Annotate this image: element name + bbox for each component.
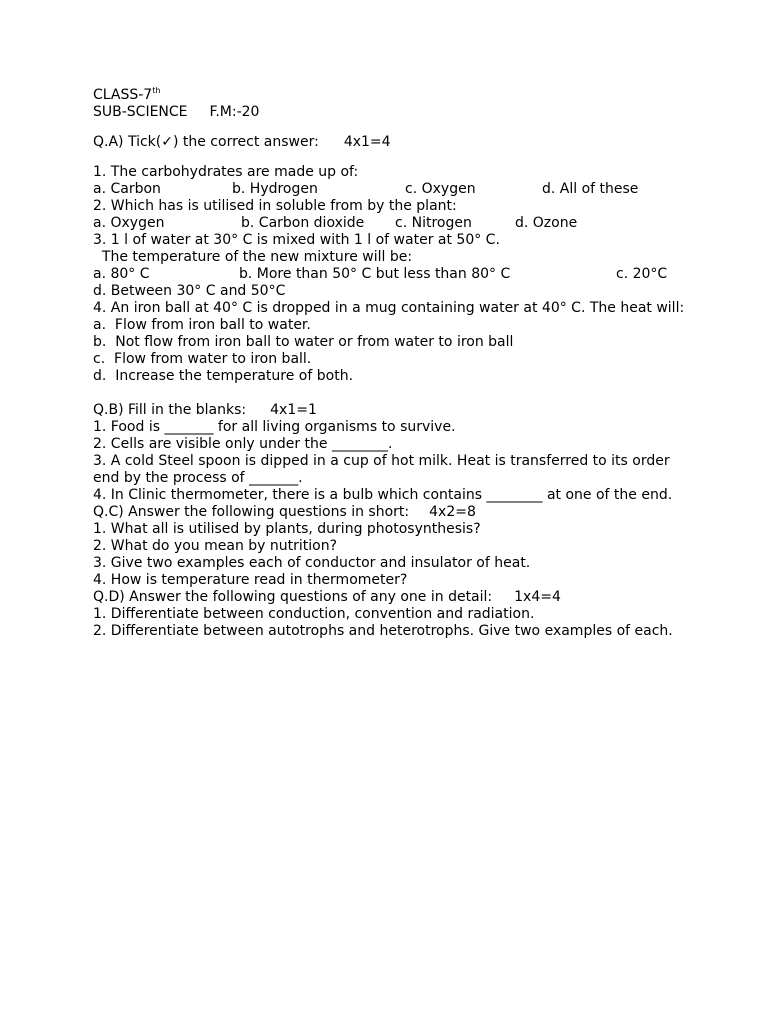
- question-a3-option-d: d. Between 30° C and 50°C: [93, 283, 286, 299]
- option-c: c. Oxygen: [405, 181, 476, 197]
- section-d-marks: 1x4=4: [514, 589, 561, 605]
- question-a3-continuation: The temperature of the new mixture will be:: [93, 249, 413, 265]
- option-b: b. More than 50° C but less than 80° C: [239, 266, 511, 282]
- option-d: d. All of these: [542, 181, 639, 197]
- option-a: a. 80° C: [93, 266, 150, 282]
- option-a: a. Oxygen: [93, 215, 165, 231]
- option-b: b. Carbon dioxide: [241, 215, 365, 231]
- section-a-marks: 4x1=4: [343, 134, 391, 150]
- section-a-heading: [93, 134, 693, 151]
- question-a4-option-b: b. Not flow from iron ball to water or from water to iron ball: [93, 334, 514, 350]
- full-marks-label: F.M:-20: [209, 104, 260, 120]
- exam-sheet: [93, 87, 693, 640]
- section-c-item: 4. How is temperature read in thermometer?: [93, 572, 408, 588]
- section-b-title: Q.B) Fill in the blanks:: [93, 402, 247, 418]
- section-c-item: 2. What do you mean by nutrition?: [93, 538, 338, 554]
- subject-line: [93, 104, 693, 121]
- class-line: [93, 87, 693, 104]
- option-a: a. Carbon: [93, 181, 161, 197]
- section-c-item: 1. What all is utilised by plants, during photosynthesis?: [93, 521, 481, 537]
- question-a4-option-a: a. Flow from iron ball to water.: [93, 317, 311, 333]
- option-d: d. Ozone: [515, 215, 578, 231]
- option-c: c. 20°C: [616, 266, 668, 282]
- section-d-item: 1. Differentiate between conduction, convention and radiation.: [93, 606, 535, 622]
- section-b-item: 3. A cold Steel spoon is dipped in a cup of hot milk. Heat is transferred to its order end by the process of _______.: [93, 453, 670, 486]
- section-c-marks: 4x2=8: [429, 504, 476, 520]
- question-a2: 2. Which has is utilised in soluble from by the plant:: [93, 198, 457, 214]
- section-b-item: 4. In Clinic thermometer, there is a bulb which contains ________ at one of the end.: [93, 487, 673, 503]
- class-superscript: th: [152, 86, 161, 95]
- question-a4-option-d: d. Increase the temperature of both.: [93, 368, 354, 384]
- question-a3: 3. 1 l of water at 30° C is mixed with 1 l of water at 50° C.: [93, 232, 500, 248]
- option-b: b. Hydrogen: [232, 181, 318, 197]
- section-c-heading: [93, 504, 693, 521]
- question-a4-option-c: c. Flow from water to iron ball.: [93, 351, 312, 367]
- question-a2-options: [93, 215, 693, 232]
- question-a1-options: [93, 181, 693, 198]
- subject-label: SUB-SCIENCE: [93, 104, 188, 120]
- option-c: c. Nitrogen: [395, 215, 472, 231]
- question-a1: 1. The carbohydrates are made up of:: [93, 164, 359, 180]
- question-a4: 4. An iron ball at 40° C is dropped in a mug containing water at 40° C. The heat will:: [93, 300, 685, 316]
- section-b-marks: 4x1=1: [270, 402, 317, 418]
- section-d-title: Q.D) Answer the following questions of any one in detail:: [93, 589, 493, 605]
- class-label: CLASS-7: [93, 87, 153, 103]
- question-a3-options: [93, 266, 693, 283]
- section-b-item: 2. Cells are visible only under the ________.: [93, 436, 393, 452]
- section-d-item: 2. Differentiate between autotrophs and heterotrophs. Give two examples of each.: [93, 623, 673, 639]
- section-c-title: Q.C) Answer the following questions in short:: [93, 504, 410, 520]
- section-a-title: Q.A) Tick(✓) the correct answer:: [93, 134, 319, 150]
- section-c-item: 3. Give two examples each of conductor and insulator of heat.: [93, 555, 531, 571]
- section-b-heading: [93, 402, 693, 419]
- section-d-heading: [93, 589, 693, 606]
- section-b-item: 1. Food is _______ for all living organisms to survive.: [93, 419, 456, 435]
